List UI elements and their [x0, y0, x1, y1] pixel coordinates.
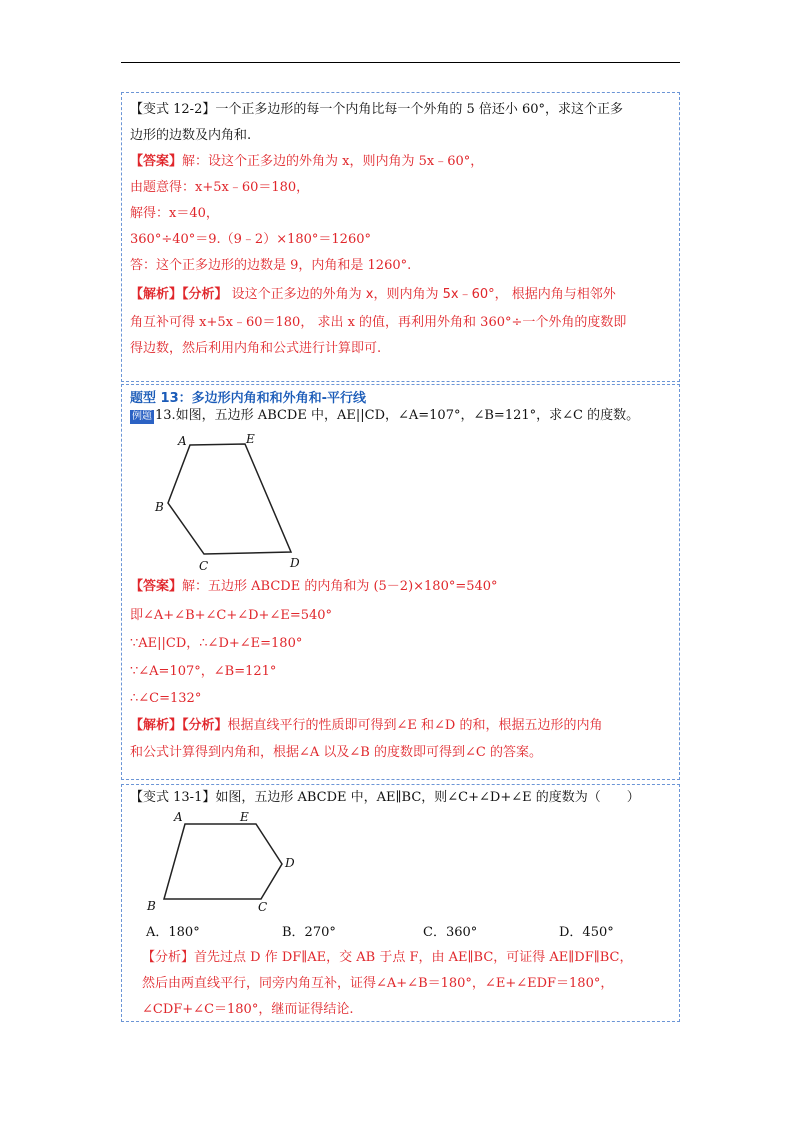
variant-question: 【变式 13-1】如图，五边形 ABCDE 中，AE∥BC，则∠C+∠D+∠E 的度数为（ ） [130, 790, 640, 805]
variant-13-1-box [121, 784, 680, 1022]
vertex-label-c: C [199, 559, 209, 573]
answer-line-5: ∴∠C=132° [130, 691, 202, 706]
pentagon-figure-1 [152, 433, 342, 573]
answer-text: 解：五边形 ABCDE 的内角和为 (5－2)×180°=540° [182, 579, 498, 594]
analysis-text: 根据直线平行的性质即可得到∠E 和∠D 的和，根据五边形的内角 [227, 718, 603, 733]
answer-line-5: 答：这个正多边形的边数是 9，内角和是 1260°. [130, 258, 412, 273]
option-c: C．360° [423, 925, 478, 940]
analysis-line-1 [130, 286, 616, 304]
option-a: A．180° [146, 925, 200, 940]
pentagon-shape [168, 444, 291, 554]
answer-line-2: 即∠A+∠B+∠C+∠D+∠E=540° [130, 608, 333, 623]
analysis-label: 【解析】【分析】 [130, 287, 228, 302]
option-b: B．270° [282, 925, 336, 940]
variant-12-2-box [121, 92, 680, 382]
pentagon-figure-2 [140, 809, 330, 914]
answer-line-4: 360°÷40°＝9.（9﹣2）×180°＝1260° [130, 232, 371, 247]
answer-line-4: ∵∠A=107°，∠B=121° [130, 664, 277, 679]
example-question-text: 13.如图，五边形 ABCDE 中，AE||CD，∠A=107°，∠B=121°，求∠C 的度数。 [155, 408, 640, 423]
analysis-line-2: 然后由两直线平行，同旁内角互补，证得∠A+∠B＝180°，∠E+∠EDF＝180°， [142, 976, 614, 991]
analysis-label: 【解析】【分析】 [130, 718, 228, 733]
answer-line-3: ∵AE||CD，∴∠D+∠E=180° [130, 636, 303, 651]
vertex-label-a: A [174, 810, 183, 824]
example-tag: 例题 [132, 411, 152, 422]
answer-label: 【答案】 [130, 154, 183, 169]
pentagon-shape [164, 824, 282, 899]
vertex-label-d: D [285, 856, 295, 870]
type-13-box [121, 384, 680, 780]
option-d: D．450° [559, 925, 614, 940]
analysis-line-3: 得边数，然后利用内角和公式进行计算即可. [130, 341, 382, 356]
answer-label: 【答案】 [130, 579, 183, 594]
vertex-label-a: A [178, 434, 187, 448]
analysis-line-1: 【分析】首先过点 D 作 DF∥AE，交 AB 于点 F，由 AE∥BC，可证得 AE∥DF∥BC， [142, 950, 633, 965]
vertex-label-b: B [155, 500, 164, 514]
question-line-1: 【变式 12-2】一个正多边形的每一个内角比每一个外角的 5 倍还小 60°，求这个正多 [130, 102, 624, 117]
answer-line-2: 由题意得：x+5x﹣60＝180， [130, 180, 310, 195]
answer-line-1 [130, 578, 498, 596]
section-heading: 题型 13：多边形内角和和外角和-平行线 [130, 391, 367, 406]
analysis-line-2: 和公式计算得到内角和，根据∠A 以及∠B 的度数即可得到∠C 的答案。 [130, 745, 542, 760]
vertex-label-d: D [290, 556, 300, 570]
analysis-line-1 [130, 717, 602, 735]
analysis-text: 设这个正多边的外角为 x，则内角为 5x﹣60°， 根据内角与相邻外 [227, 287, 616, 302]
vertex-label-e: E [240, 810, 249, 824]
answer-line-3: 解得：x＝40， [130, 206, 219, 221]
vertex-label-e: E [246, 433, 255, 446]
vertex-label-b: B [147, 899, 156, 913]
analysis-line-3: ∠CDF+∠C＝180°，继而证得结论. [142, 1002, 354, 1017]
example-question [130, 407, 639, 425]
vertex-label-c: C [258, 900, 268, 914]
question-line-2: 边形的边数及内角和. [130, 128, 252, 143]
answer-line-1 [130, 153, 483, 171]
analysis-line-2: 角互补可得 x+5x﹣60＝180， 求出 x 的值，再利用外角和 360°÷一个外角的度数即 [130, 315, 627, 330]
answer-text: 解：设这个正多边的外角为 x，则内角为 5x﹣60°， [182, 154, 484, 169]
top-rule [121, 62, 680, 63]
